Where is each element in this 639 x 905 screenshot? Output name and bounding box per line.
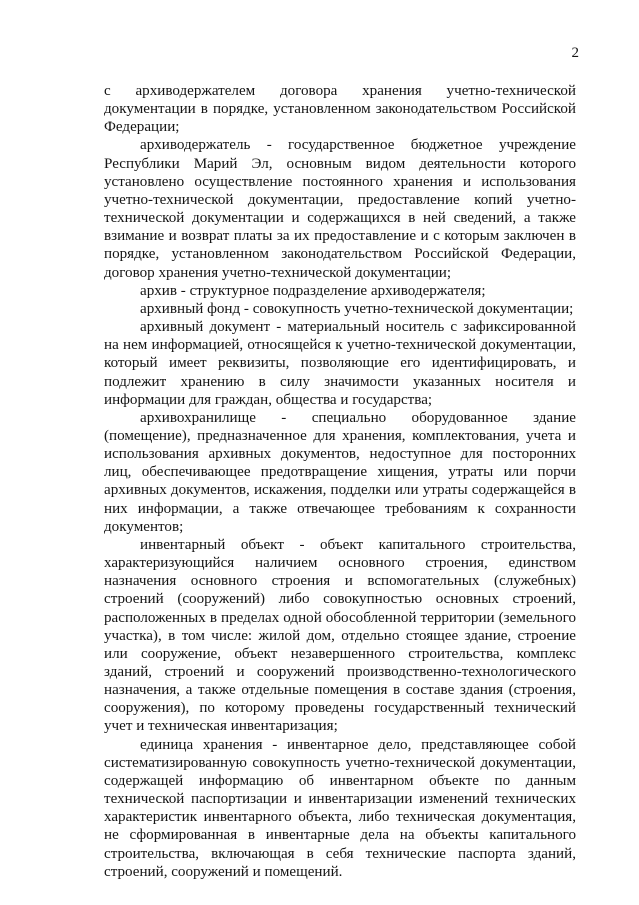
paragraph-continuation: с архиводержателем договора хранения учетно-технической документации в порядке, установленном законодательством Российской Федерации; [104, 83, 576, 136]
paragraph-definition-archive-holder: архиводержатель - государственное бюджетное учреждение Республики Марий Эл, основным видом деятельности которого установлено осуществление постоянного хранения и использования учетно-технической документации, предоставление копий учетно-технической документации и содержащихся в ней сведений, а также взимание и возврат платы за их предоставление и с которым заключен в порядке, установленном законодательством Российской Федерации, договор хранения учетно-технической документации; [104, 137, 576, 281]
page-number: 2 [571, 45, 579, 61]
paragraph-definition-storage-unit: единица хранения - инвентарное дело, представляющее собой систематизированную совокупность учетно-технической документации, содержащей информацию об инвентарном объекте по данным технической паспортизации и инвентаризации изменений технических характеристик инвентарного объекта, либо техническая документация, не сформированная в инвентарные дела на объекты капитального строительства, включающая в себя технические паспорта зданий, строений, сооружений и помещений. [104, 736, 576, 880]
paragraph-definition-archive: архив - структурное подразделение архиводержателя; [140, 282, 486, 299]
paragraph-definition-archive-fund: архивный фонд - совокупность учетно-технической документации; [140, 300, 574, 317]
paragraph-definition-inventory-object: инвентарный объект - объект капитального строительства, характеризующийся наличием основного строения, единством назначения основного строения и вспомогательных (служебных) строений (сооружений) либо совокупностью основных строений, расположенных в пределах одной обособленной территории (земельного участка), в том числе: жилой дом, отдельно стоящее здание, строение или сооружение, объект незавершенного строительства, комплекс зданий, строений и сооружений производственно-технологического назначения, а также отдельные помещения в составе здания (строения, сооружения), по которому проведены государственный технический учет и техническая инвентаризация; [104, 536, 576, 735]
paragraph-definition-archive-storage: архивохранилище - специально оборудованное здание (помещение), предназначенное для хранения, комплектования, учета и использования архивных документов, недоступное для посторонних лиц, обеспечивающее предотвращение хищения, утраты или порчи архивных документов, искажения, подделки или утраты содержащейся в них информации, а также отвечающее требованиям к сохранности документов; [104, 409, 576, 535]
document-body [104, 82, 576, 881]
paragraph-definition-archive-document: архивный документ - материальный носитель с зафиксированной на нем информацией, относящейся к учетно-технической документации, который имеет реквизиты, позволяющие его идентифицировать, и подлежит хранению в силу значимости указанных носителя и информации для граждан, общества и государства; [104, 319, 576, 408]
